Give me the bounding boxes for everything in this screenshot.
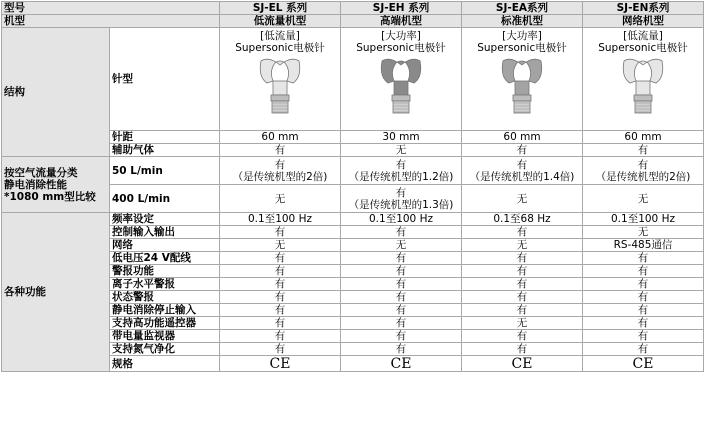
- pin-name: Supersonic电极针: [356, 42, 446, 54]
- flow-value-note: （是传统机型的1.4倍): [469, 170, 575, 183]
- flow-value-main: 有: [395, 186, 407, 199]
- flow-400-value: [341, 185, 462, 213]
- function-value: 有: [220, 330, 341, 343]
- function-value: 有: [583, 343, 704, 356]
- flow-value-note: （是传统机型的2倍): [595, 170, 691, 183]
- pin-tag: [大功率]: [502, 30, 542, 42]
- function-value: 有: [583, 330, 704, 343]
- flow-400-label: 400 L/min: [110, 185, 220, 213]
- pin-cell-eh: [341, 28, 462, 131]
- ce-mark-icon: CE: [462, 356, 583, 372]
- function-value: 有: [341, 343, 462, 356]
- function-value: 有: [462, 343, 583, 356]
- pitch-value: 60 mm: [462, 131, 583, 144]
- header-row-type: [2, 15, 704, 28]
- function-value: 有: [462, 265, 583, 278]
- function-value: 有: [583, 278, 704, 291]
- flow-400-value: [462, 185, 583, 213]
- function-value: 0.1至100 Hz: [341, 213, 462, 226]
- spec-table: [1, 1, 704, 372]
- function-label: 支持氮气净化: [110, 343, 220, 356]
- function-value: 有: [220, 317, 341, 330]
- type-ea: 标准机型: [462, 15, 583, 28]
- aux-gas-value: 无: [341, 144, 462, 157]
- function-value: 有: [341, 304, 462, 317]
- pin-tag: [低流量]: [623, 30, 663, 42]
- electrode-pin-image: [255, 57, 305, 123]
- function-label: 低电压24 V配线: [110, 252, 220, 265]
- function-label: 警报功能: [110, 265, 220, 278]
- flow-value-note: （是传统机型的2倍): [232, 170, 328, 183]
- function-label: 频率设定: [110, 213, 220, 226]
- pitch-value: 30 mm: [341, 131, 462, 144]
- function-value: 有: [462, 278, 583, 291]
- function-value: 有: [583, 304, 704, 317]
- type-eh: 高端机型: [341, 15, 462, 28]
- series-en: SJ-EN系列: [583, 2, 704, 15]
- flow-value-main: 无: [637, 192, 649, 205]
- function-value: 有: [341, 330, 462, 343]
- function-value: 无: [583, 226, 704, 239]
- electrode-pin-image: [618, 57, 668, 123]
- function-label: 静电消除停止输入: [110, 304, 220, 317]
- function-value: 有: [462, 252, 583, 265]
- function-value: 0.1至100 Hz: [220, 213, 341, 226]
- function-value: 有: [462, 304, 583, 317]
- function-value: 无: [462, 317, 583, 330]
- function-value: 有: [462, 291, 583, 304]
- function-value: 无: [462, 239, 583, 252]
- series-el: SJ-EL 系列: [220, 2, 341, 15]
- pin-type-row: [2, 28, 704, 131]
- function-value: 有: [341, 317, 462, 330]
- electrode-pin-image: [497, 57, 547, 123]
- flow-value-main: 无: [274, 192, 286, 205]
- function-value: 有: [220, 291, 341, 304]
- ce-mark-icon: CE: [220, 356, 341, 372]
- function-value: 0.1至68 Hz: [462, 213, 583, 226]
- function-value: 有: [220, 226, 341, 239]
- function-value: RS-485通信: [583, 239, 704, 252]
- function-label: 带电量监视器: [110, 330, 220, 343]
- pin-name: Supersonic电极针: [598, 42, 688, 54]
- performance-label-line: 静电消除性能: [4, 178, 67, 191]
- flow-value-main: 有: [516, 158, 528, 171]
- function-value: 有: [341, 278, 462, 291]
- series-eh: SJ-EH 系列: [341, 2, 462, 15]
- spec-label: 规格: [110, 356, 220, 372]
- pitch-label: 针距: [110, 131, 220, 144]
- aux-gas-value: 有: [583, 144, 704, 157]
- pin-type-label: 针型: [110, 28, 220, 131]
- function-value: 无: [220, 239, 341, 252]
- function-value: 有: [220, 265, 341, 278]
- flow-400-value: [583, 185, 704, 213]
- pitch-value: 60 mm: [583, 131, 704, 144]
- aux-gas-value: 有: [220, 144, 341, 157]
- flow-50-value: [583, 157, 704, 185]
- pin-tag: [大功率]: [381, 30, 421, 42]
- function-value: 有: [341, 252, 462, 265]
- function-value: 0.1至100 Hz: [583, 213, 704, 226]
- pitch-value: 60 mm: [220, 131, 341, 144]
- function-value: 有: [220, 343, 341, 356]
- function-label: 支持高功能遥控器: [110, 317, 220, 330]
- header-row-model: [2, 2, 704, 15]
- aux-gas-label: 辅助气体: [110, 144, 220, 157]
- pin-cell-en: [583, 28, 704, 131]
- type-en: 网络机型: [583, 15, 704, 28]
- aux-gas-value: 有: [462, 144, 583, 157]
- function-value: 无: [341, 239, 462, 252]
- function-value: 有: [220, 252, 341, 265]
- function-value: 有: [341, 265, 462, 278]
- function-value: 有: [583, 265, 704, 278]
- type-label: 机型: [2, 15, 220, 28]
- flow-value-main: 有: [274, 158, 286, 171]
- flow-value-main: 有: [395, 158, 407, 171]
- flow-50-label: 50 L/min: [110, 157, 220, 185]
- function-value: 有: [462, 330, 583, 343]
- function-label: 控制输入输出: [110, 226, 220, 239]
- ce-mark-icon: CE: [583, 356, 704, 372]
- function-value: 有: [583, 252, 704, 265]
- structure-label: 结构: [2, 28, 110, 157]
- electrode-pin-image: [376, 57, 426, 123]
- function-label: 网络: [110, 239, 220, 252]
- function-row: [2, 213, 704, 226]
- function-value: 有: [220, 304, 341, 317]
- ce-mark-icon: CE: [341, 356, 462, 372]
- function-value: 有: [583, 317, 704, 330]
- function-value: 有: [341, 226, 462, 239]
- function-value: 有: [220, 278, 341, 291]
- flow-value-main: 无: [516, 192, 528, 205]
- flow-50-row: [2, 157, 704, 185]
- function-label: 状态警报: [110, 291, 220, 304]
- function-value: 有: [341, 291, 462, 304]
- pin-cell-el: [220, 28, 341, 131]
- pin-cell-ea: [462, 28, 583, 131]
- performance-label-line: *1080 mm型比较: [4, 190, 96, 203]
- function-label: 离子水平警报: [110, 278, 220, 291]
- flow-value-main: 有: [637, 158, 649, 171]
- flow-50-value: [220, 157, 341, 185]
- series-ea: SJ-EA系列: [462, 2, 583, 15]
- model-label: 型号: [2, 2, 220, 15]
- function-value: 有: [583, 291, 704, 304]
- pin-tag: [低流量]: [260, 30, 300, 42]
- pin-name: Supersonic电极针: [235, 42, 325, 54]
- flow-50-value: [462, 157, 583, 185]
- type-el: 低流量机型: [220, 15, 341, 28]
- function-value: 有: [462, 226, 583, 239]
- pin-name: Supersonic电极针: [477, 42, 567, 54]
- functions-label: 各种功能: [2, 213, 110, 372]
- flow-value-note: （是传统机型的1.3倍): [348, 198, 454, 211]
- performance-label-line: 按空气流量分类: [4, 166, 78, 179]
- flow-50-value: [341, 157, 462, 185]
- flow-value-note: （是传统机型的1.2倍): [348, 170, 454, 183]
- performance-label: [2, 157, 110, 213]
- flow-400-value: [220, 185, 341, 213]
